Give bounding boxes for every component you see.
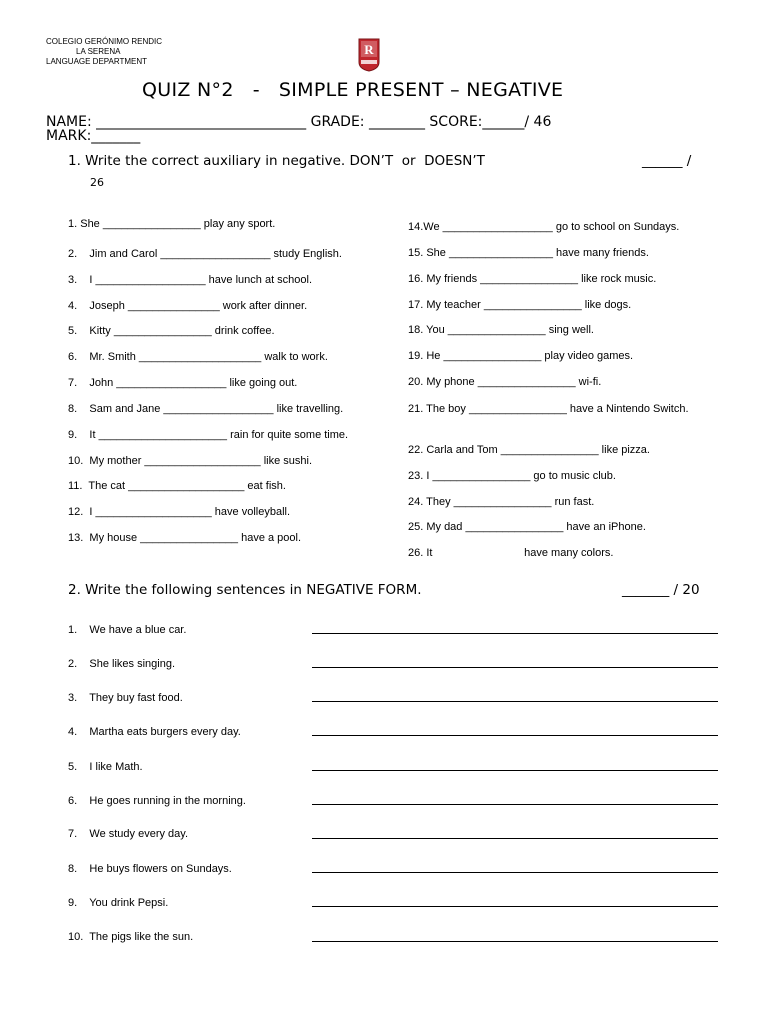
list-item: 10. The pigs like the sun. — [68, 931, 194, 943]
list-item: 8. Sam and Jane __________________ like travelling. — [68, 403, 344, 415]
list-item: 19. He ________________ play video games. — [408, 350, 634, 362]
list-item: 8. He buys flowers on Sundays. — [68, 863, 232, 875]
list-item: 20. My phone ________________ wi-fi. — [408, 376, 602, 388]
list-item: 4. Joseph _______________ work after dinner. — [68, 300, 308, 312]
answer-line[interactable] — [312, 633, 718, 634]
list-item: 10. My mother ___________________ like sushi. — [68, 455, 313, 467]
answer-line[interactable] — [312, 872, 718, 873]
list-item: 21. The boy ________________ have a Nintendo Switch. — [408, 403, 689, 415]
section2-heading: 2. Write the following sentences in NEGATIVE FORM. — [68, 582, 422, 598]
list-item: 5. Kitty ________________ drink coffee. — [68, 325, 275, 337]
answer-line[interactable] — [312, 735, 718, 736]
list-item: 1. She ________________ play any sport. — [68, 218, 276, 230]
list-item: 11. The cat ___________________ eat fish. — [68, 480, 286, 492]
svg-text:R: R — [364, 42, 374, 57]
list-item: 3. I __________________ have lunch at school. — [68, 274, 313, 286]
list-item: 24. They ________________ run fast. — [408, 496, 595, 508]
answer-line[interactable] — [312, 701, 718, 702]
department-name: LANGUAGE DEPARTMENT — [46, 57, 148, 66]
list-item: 1. We have a blue car. — [68, 624, 187, 636]
mark-line: MARK:_______ — [46, 128, 141, 144]
list-item: 6. Mr. Smith ____________________ walk to work. — [68, 351, 328, 363]
list-item: 13. My house ________________ have a pool. — [68, 532, 302, 544]
list-item: 9. It _____________________ rain for quite some time. — [68, 429, 349, 441]
school-city: LA SERENA — [76, 47, 121, 56]
list-item: 18. You ________________ sing well. — [408, 324, 594, 336]
school-name: COLEGIO GERÓNIMO RENDIC — [46, 37, 163, 46]
student-info-line: NAME: ______________________________ GRADE: ________ SCORE:______/ 46 — [46, 114, 552, 130]
list-item: 12. I ___________________ have volleyball. — [68, 506, 291, 518]
answer-line[interactable] — [312, 941, 718, 942]
list-item: 26. It have many colors. — [408, 547, 614, 559]
list-item: 6. He goes running in the morning. — [68, 795, 246, 807]
list-item: 15. She _________________ have many friends. — [408, 247, 649, 259]
page-title: QUIZ N°2 - SIMPLE PRESENT – NEGATIVE — [142, 79, 564, 101]
list-item: 3. They buy fast food. — [68, 692, 183, 704]
answer-line[interactable] — [312, 667, 718, 668]
answer-line[interactable] — [312, 906, 718, 907]
answer-line[interactable] — [312, 804, 718, 805]
list-item: 9. You drink Pepsi. — [68, 897, 169, 909]
answer-line[interactable] — [312, 838, 718, 839]
section1-score: ______ / — [642, 153, 692, 169]
list-item: 23. I ________________ go to music club. — [408, 470, 616, 482]
list-item: 7. We study every day. — [68, 828, 189, 840]
list-item: 7. John __________________ like going out. — [68, 377, 298, 389]
section1-heading: 1. Write the correct auxiliary in negative. DON’T or DOESN’T — [68, 153, 485, 169]
list-item: 5. I like Math. — [68, 761, 143, 773]
list-item: 2. Jim and Carol __________________ study English. — [68, 248, 342, 260]
list-item: 25. My dad ________________ have an iPhone. — [408, 521, 646, 533]
list-item: 22. Carla and Tom ________________ like pizza. — [408, 444, 650, 456]
list-item: 2. She likes singing. — [68, 658, 176, 670]
list-item: 4. Martha eats burgers every day. — [68, 726, 241, 738]
list-item: 14.We __________________ go to school on Sundays. — [408, 221, 680, 233]
list-item: 17. My teacher ________________ like dogs. — [408, 299, 632, 311]
school-crest-icon — [358, 38, 380, 72]
answer-line[interactable] — [312, 770, 718, 771]
section2-score: _______ / 20 — [622, 582, 700, 598]
list-item: 16. My friends ________________ like rock music. — [408, 273, 657, 285]
section1-score-total: 26 — [90, 176, 104, 189]
